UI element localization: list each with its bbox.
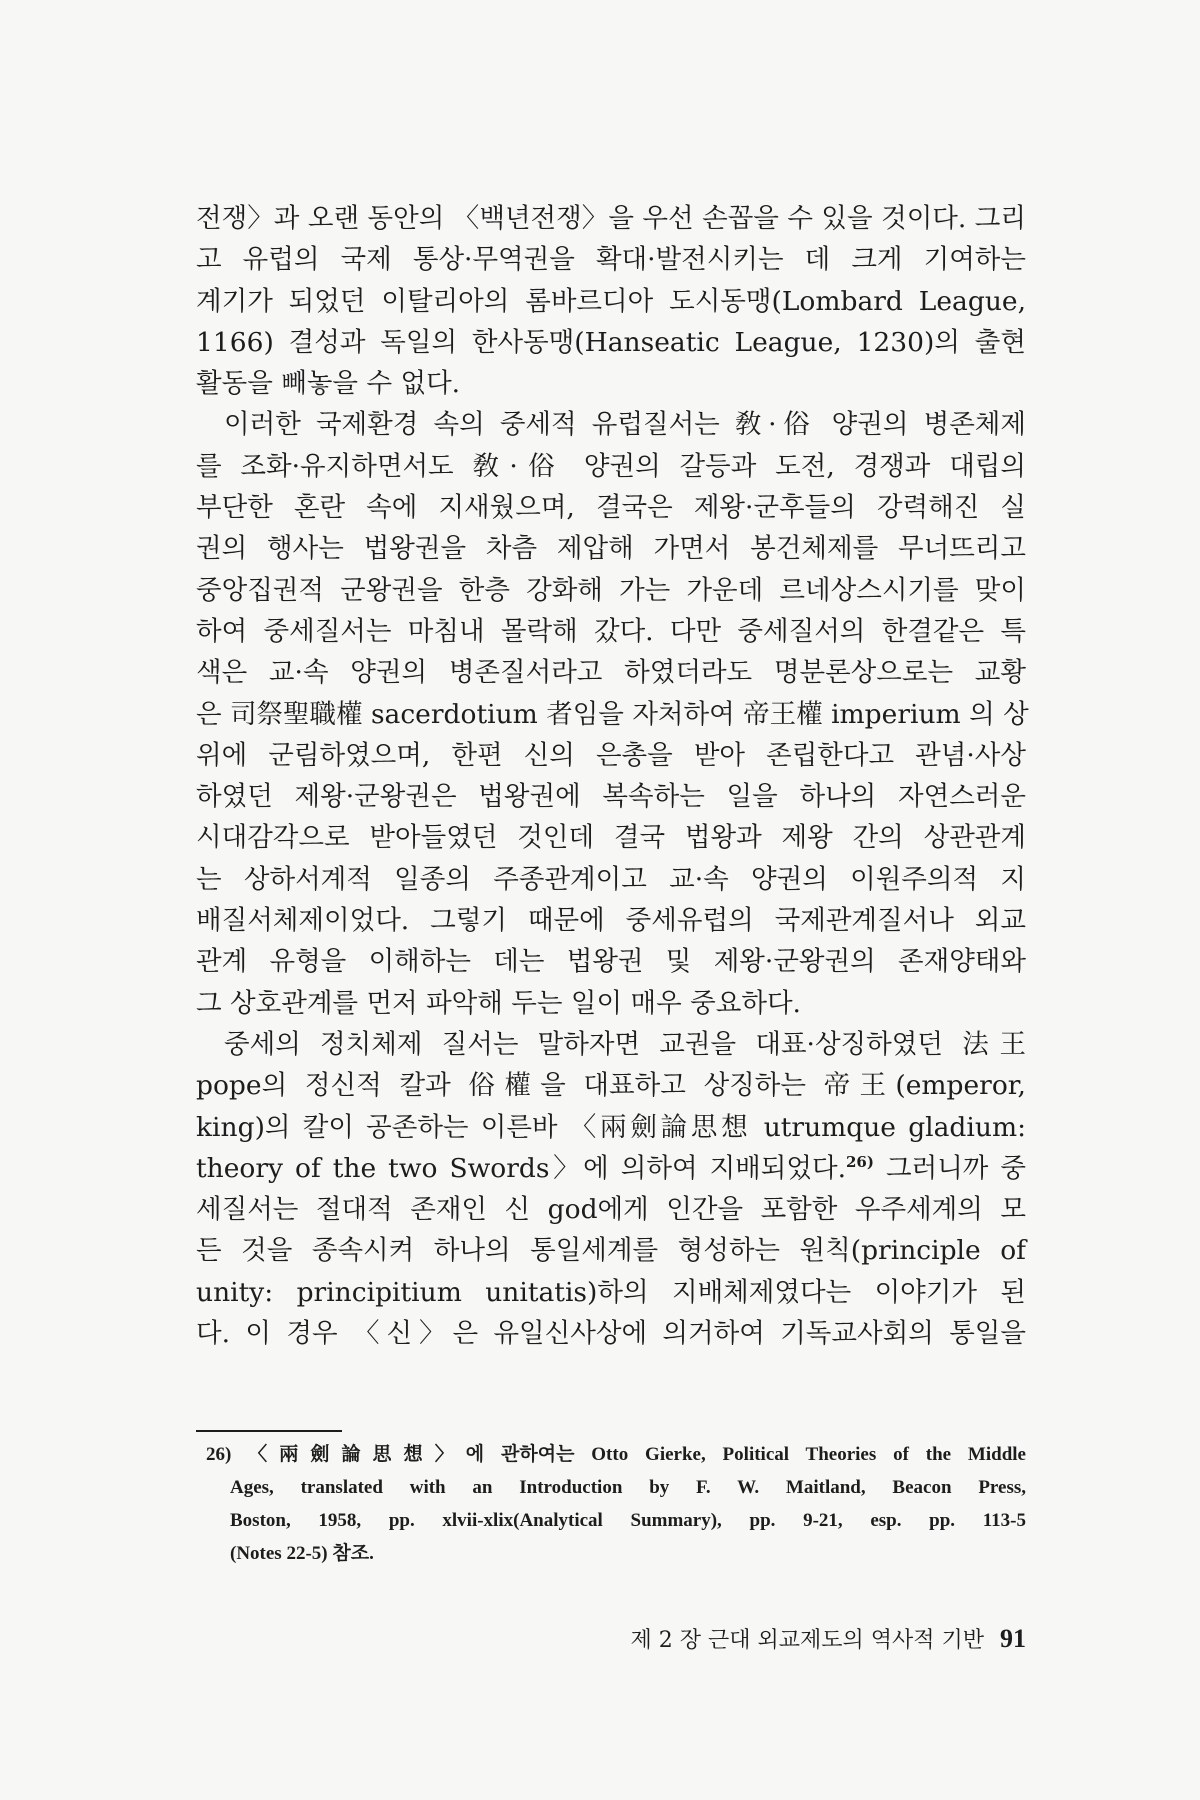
text-line: 권의 행사는 법왕권을 차츰 제압해 가면서 봉건체제를 무너뜨리고: [196, 533, 1026, 565]
footnote: [206, 1438, 1026, 1570]
text-line: 1166) 결성과 독일의 한사동맹(Hanseatic League, 1230)의 출현: [196, 326, 1026, 358]
footnote-line: (Notes 22-5) 참조.: [230, 1543, 374, 1564]
footnote-divider: [196, 1430, 342, 1432]
text-line: 은 司祭聖職權 sacerdotium 者임을 자처하여 帝王權 imperium 의 상: [196, 698, 1029, 730]
text-line: 전쟁〉과 오랜 동안의 〈백년전쟁〉을 우선 손꼽을 수 있을 것이다. 그리: [196, 203, 1026, 234]
text-line: 를 조화·유지하면서도 敎·俗 양권의 갈등과 도전, 경쟁과 대립의: [196, 450, 1026, 482]
footnote-line: 26) 〈兩劍論思想〉에 관하여는 Otto Gierke, Political Theories of the Middle: [206, 1444, 1026, 1465]
text-line: 세질서는 절대적 존재인 신 god에게 인간을 포함한 우주세계의 모: [196, 1194, 1026, 1226]
paragraph-1: [196, 198, 1026, 404]
text-fragment: 그러니까 중: [873, 1152, 1026, 1184]
text-line: 위에 군림하였으며, 한편 신의 은총을 받아 존립한다고 관념·사상: [196, 739, 1026, 771]
text-line: 는 상하서계적 일종의 주종관계이고 교·속 양권의 이원주의적 지: [196, 863, 1026, 895]
page-footer: [530, 1624, 1026, 1656]
footnote-line: Boston, 1958, pp. xlvii-xlix(Analytical Summary), pp. 9-21, esp. pp. 113-5: [230, 1510, 1026, 1531]
footnote-line: Ages, translated with an Introduction by F. W. Maitland, Beacon Press,: [230, 1477, 1026, 1498]
running-head: 제 2 장 근대 외교제도의 역사적 기반: [630, 1628, 984, 1653]
text-line: 관계 유형을 이해하는 데는 법왕권 및 제왕·군왕권의 존재양태와: [196, 946, 1026, 978]
text-line: 시대감각으로 받아들였던 것인데 결국 법왕과 제왕 간의 상관관계: [196, 822, 1026, 854]
text-line: 중세의 정치체제 질서는 말하자면 교권을 대표·상징하였던 法王: [224, 1028, 1026, 1060]
text-line: 하여 중세질서는 마침내 몰락해 갔다. 다만 중세질서의 한결같은 특: [196, 615, 1026, 647]
text-line: 중앙집권적 군왕권을 한층 강화해 가는 가운데 르네상스시기를 맞이: [196, 574, 1026, 606]
text-line: 색은 교·속 양권의 병존질서라고 하였더라도 명분론상으로는 교황: [196, 657, 1026, 689]
text-fragment: theory of the two Swords〉에 의하여 지배되었다.: [196, 1152, 846, 1184]
text-line: 든 것을 종속시켜 하나의 통일세계를 형성하는 원칙(principle of: [196, 1235, 1026, 1267]
text-line: king)의 칼이 공존하는 이른바 〈兩劍論思想 utrumque gladium:: [196, 1111, 1026, 1143]
paragraph-3: [196, 1024, 1026, 1354]
text-line: 다. 이 경우 〈신〉은 유일신사상에 의거하여 기독교사회의 통일을: [196, 1318, 1026, 1350]
body-text: [196, 198, 1029, 1354]
text-line: unity: principitium unitatis)하의 지배체제였다는 이야기가 된: [196, 1276, 1026, 1308]
text-line: 그 상호관계를 먼저 파악해 두는 일이 매우 중요하다.: [196, 987, 801, 1019]
text-line: pope의 정신적 칼과 俗權을 대표하고 상징하는 帝王(emperor,: [196, 1070, 1026, 1102]
text-line: 배질서체제이었다. 그렇기 때문에 중세유럽의 국제관계질서나 외교: [196, 905, 1026, 937]
text-line: 고 유럽의 국제 통상·무역권을 확대·발전시키는 데 크게 기여하는: [196, 244, 1026, 276]
text-line: 활동을 빼놓을 수 없다.: [196, 368, 461, 400]
text-line: 계기가 되었던 이탈리아의 롬바르디아 도시동맹(Lombard League,: [196, 285, 1026, 317]
page-number: 91: [1000, 1624, 1026, 1653]
paragraph-2: [196, 404, 1029, 1023]
footnote-reference[interactable]: 26): [846, 1153, 874, 1171]
text-line: 하였던 제왕·군왕권은 법왕권에 복속하는 일을 하나의 자연스러운: [196, 781, 1026, 813]
text-line: 이러한 국제환경 속의 중세적 유럽질서는 敎·俗 양권의 병존체제: [224, 409, 1026, 441]
text-line: 부단한 혼란 속에 지새웠으며, 결국은 제왕·군후들의 강력해진 실: [196, 492, 1026, 524]
text-line-with-footnote: [196, 1148, 1026, 1189]
